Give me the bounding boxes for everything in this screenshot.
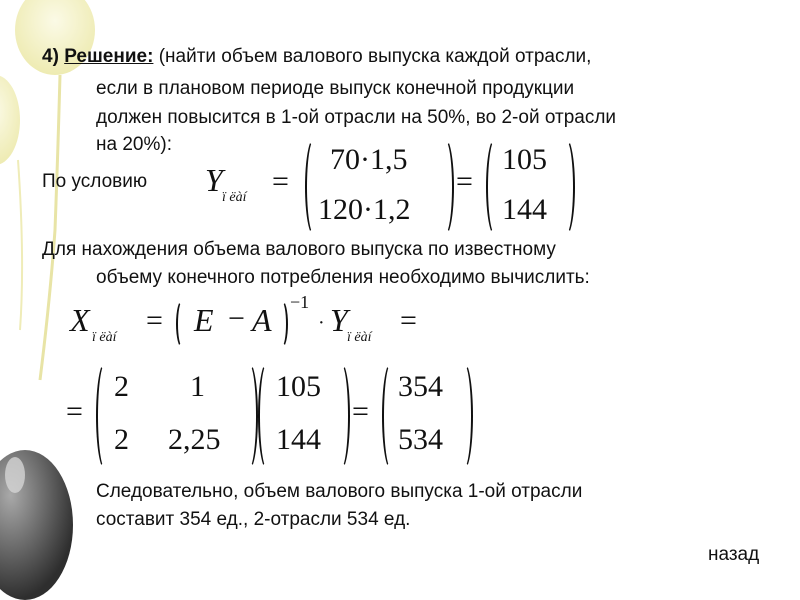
balloon-string-2: [18, 160, 22, 330]
conclusion-line-2: составит 354 ед., 2-отрасли 534 ед.: [96, 509, 411, 530]
result-x2: 534: [398, 423, 443, 456]
right-paren: [436, 138, 454, 236]
a-symbol: A: [252, 302, 272, 338]
matrix-1-row-2: 120·1,2: [318, 193, 411, 226]
back-link[interactable]: назад: [708, 544, 760, 565]
vector-y-1: 105: [502, 143, 547, 176]
heading-text-4: на 20%):: [96, 134, 172, 155]
balloon-highlight: [5, 457, 25, 493]
heading-text-2: если в плановом периоде выпуск конечной продукции: [96, 78, 575, 99]
equals-sign: =: [146, 304, 163, 337]
matrix-a11: 2: [114, 370, 129, 403]
y-symbol: Y: [330, 302, 348, 338]
vector-y-2: 144: [502, 193, 547, 226]
y-symbol: Y: [205, 162, 223, 198]
inverse-exponent: −1: [290, 292, 310, 312]
right-paren: [332, 362, 350, 470]
conclusion-line-1: Следовательно, объем валового выпуска 1-ой отрасли: [96, 481, 583, 502]
balloon-left-mid: [0, 75, 20, 165]
equals-sign: =: [352, 395, 369, 428]
matrix-1-row-1: 70·1,5: [330, 143, 408, 176]
matrix-a21: 2: [114, 423, 129, 456]
left-paren: [176, 300, 188, 348]
x-subscript: ï ëàí: [92, 330, 117, 345]
condition-label: По условию: [42, 171, 148, 192]
x-symbol: X: [70, 302, 90, 338]
equals-sign: =: [66, 395, 83, 428]
matrix-a22: 2,25: [168, 423, 221, 456]
vector-b2: 144: [276, 423, 321, 456]
paragraph-2-line-1: Для нахождения объема валового выпуска по известному: [42, 239, 556, 260]
heading-text-3: должен повысится в 1-ой отрасли на 50%, во 2-ой отрасли: [96, 107, 617, 128]
right-paren: [557, 138, 575, 236]
y-subscript: ï ëàí: [222, 190, 247, 205]
e-symbol: E: [194, 302, 214, 338]
matrix-a12: 1: [190, 370, 205, 403]
right-paren: [455, 362, 473, 470]
left-paren: [96, 362, 114, 470]
equals-sign: =: [400, 304, 417, 337]
left-paren: [258, 362, 276, 470]
right-paren: [240, 362, 258, 470]
heading-number: 4): [42, 46, 59, 67]
right-paren: [276, 300, 288, 348]
y-subscript: ï ëàí: [347, 330, 372, 345]
heading-title: Решение:: [64, 46, 154, 67]
heading-line-1: [42, 45, 591, 69]
result-x1: 354: [398, 370, 443, 403]
dot-operator: ·: [318, 312, 325, 334]
minus-sign: −: [228, 302, 245, 335]
equals-sign: =: [272, 165, 289, 198]
paragraph-2-line-2: объему конечного потребления необходимо вычислить:: [96, 267, 590, 288]
vector-b1: 105: [276, 370, 321, 403]
heading-text-1: (найти объем валового выпуска каждой отрасли,: [158, 46, 592, 67]
balloon-string: [40, 75, 60, 380]
equals-sign: =: [456, 165, 473, 198]
